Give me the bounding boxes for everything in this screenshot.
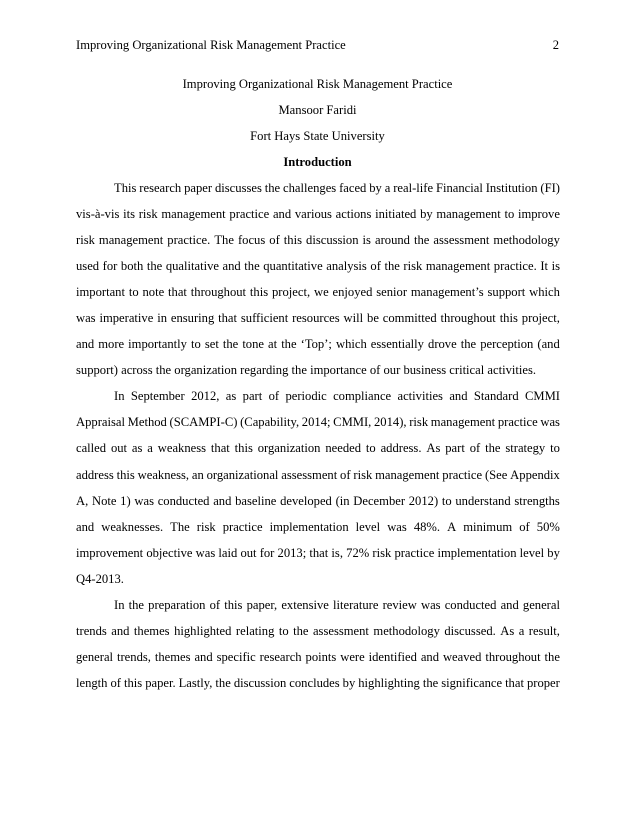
- body-line: used for both the qualitative and the quantitative analysis of the risk management practice. It is: [76, 259, 560, 274]
- body-line: general trends, themes and specific research points were identified and weaved throughout the: [76, 649, 560, 664]
- body-text: [76, 180, 560, 701]
- author-name: Mansoor Faridi: [278, 103, 357, 117]
- body-line: length of this paper. Lastly, the discussion concludes by highlighting the significance that proper: [76, 675, 560, 690]
- body-line: In September 2012, as part of periodic compliance activities and Standard CMMI: [114, 389, 560, 404]
- body-line: and weaknesses. The risk practice implementation level was 48%. A minimum of 50%: [76, 519, 560, 534]
- body-line: risk management practice. The focus of this discussion is around the assessment methodology: [76, 233, 560, 248]
- body-line: Appraisal Method (SCAMPI-C) (Capability, 2014; CMMI, 2014), risk management practice was: [76, 415, 560, 430]
- section-heading: Introduction: [283, 155, 352, 169]
- running-head-title: Improving Organizational Risk Management Practice: [76, 38, 346, 52]
- body-line: Q4-2013.: [76, 571, 124, 586]
- title-block: [76, 76, 559, 180]
- body-line: and more importantly to set the tone at the ‘Top’; which essentially drove the perception (and: [76, 337, 560, 352]
- body-line: In the preparation of this paper, extensive literature review was conducted and general: [114, 597, 560, 612]
- paper-title: Improving Organizational Risk Management Practice: [182, 77, 453, 91]
- body-line: address this weakness, an organizational assessment of risk management practice (See Appendix: [76, 467, 560, 482]
- body-line: important to note that throughout this project, we enjoyed senior management’s support which: [76, 285, 560, 300]
- institution-name: Fort Hays State University: [250, 129, 385, 143]
- body-line: called out as a weakness that this organization needed to address. As part of the strategy to: [76, 441, 560, 456]
- body-line: trends and themes highlighted relating to the assessment methodology discussed. As a result,: [76, 623, 560, 638]
- body-line: This research paper discusses the challenges faced by a real-life Financial Institution (FI): [114, 181, 560, 195]
- body-line: A, Note 1) was conducted and baseline developed (in December 2012) to understand strengths: [76, 493, 560, 508]
- body-line: support) across the organization regarding the importance of our business critical activities.: [76, 363, 536, 378]
- body-line: was imperative in ensuring that sufficient resources will be committed throughout this project,: [76, 311, 560, 326]
- page-number: 2: [552, 38, 559, 52]
- body-line: improvement objective was laid out for 2013; that is, 72% risk practice implementation level by: [76, 545, 560, 560]
- body-line: vis-à-vis its risk management practice and various actions initiated by management to improve: [76, 207, 560, 222]
